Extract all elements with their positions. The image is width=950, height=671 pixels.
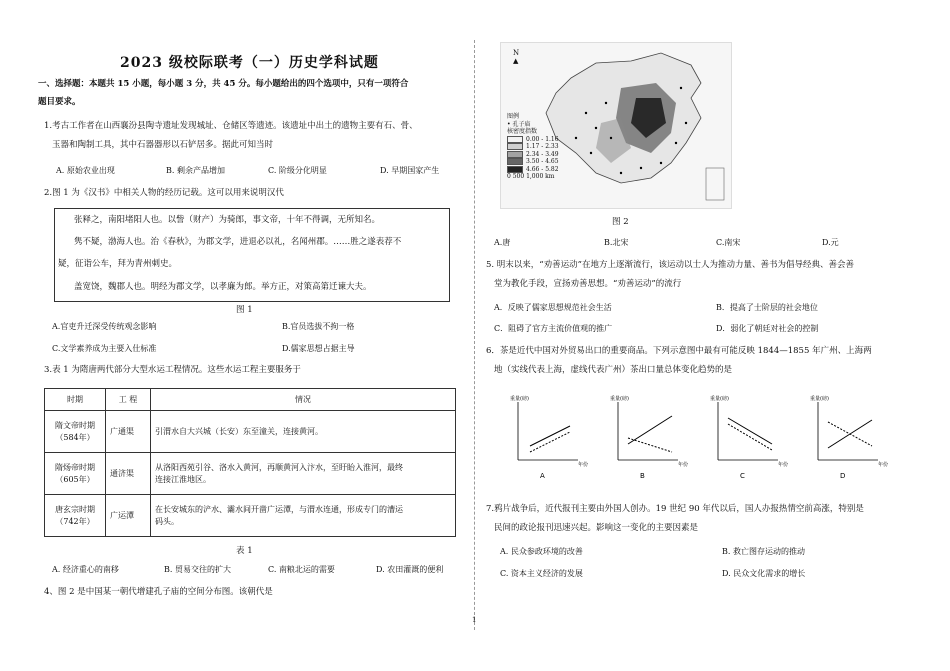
confucius-temple-map xyxy=(500,42,732,209)
section-heading-line2: 题目要求。 xyxy=(38,97,81,107)
year-text: （605年） xyxy=(55,474,95,484)
graph-letter: B xyxy=(640,472,645,480)
graph-b xyxy=(610,395,688,480)
q4-option-a[interactable]: A.唐 xyxy=(494,238,511,247)
graph-a xyxy=(510,395,588,480)
q5-option-c[interactable]: C．阻碍了官方主流价值观的推广 xyxy=(494,324,613,333)
table-cell-detail xyxy=(151,495,456,537)
q2-source-line1: 张释之，南阳堵阳人也。以訾（财产）为骑郎，事文帝，十年不得调，无所知名。 xyxy=(74,215,381,225)
exam-title: 2023 级校际联考（一）历史学科试题 xyxy=(120,55,379,71)
q4-option-d[interactable]: D.元 xyxy=(822,238,839,247)
q1-option-c[interactable]: C. 阶级分化明显 xyxy=(268,166,327,175)
graph-letter: A xyxy=(540,472,545,480)
period-text: 隋炀帝时期 xyxy=(55,462,95,472)
legend-item xyxy=(507,151,559,159)
legend-swatch xyxy=(507,151,523,158)
table1-caption: 表 1 xyxy=(236,546,253,556)
q3-option-d[interactable]: D. 农田灌溉的便利 xyxy=(376,565,444,574)
q7-option-d[interactable]: D. 民众文化需求的增长 xyxy=(722,569,806,578)
q2-option-d[interactable]: D.儒家思想占据主导 xyxy=(282,344,355,353)
q5-option-d[interactable]: D．弱化了朝廷对社会的控制 xyxy=(716,324,819,333)
north-label: N xyxy=(513,49,520,57)
map-legend xyxy=(507,113,559,181)
legend-swatch xyxy=(507,158,523,165)
period-text: 唐玄宗时期 xyxy=(55,504,95,514)
table-header-project: 工 程 xyxy=(106,389,151,411)
q1-option-b[interactable]: B. 剩余产品增加 xyxy=(166,166,225,175)
q5-stem-line2: 堂为教化手段，宣扬劝善思想。“劝善运动”的流行 xyxy=(494,279,682,289)
graph-ylabel: 重量(磅) xyxy=(810,396,829,402)
legend-item-label: 0.00 - 1.16 xyxy=(526,135,559,143)
table-header-detail: 情况 xyxy=(151,389,456,411)
detail-line: 连接江淮地区。 xyxy=(155,474,211,484)
table-row xyxy=(45,453,456,495)
table-cell-period xyxy=(45,495,106,537)
q7-option-c[interactable]: C. 资本主义经济的发展 xyxy=(500,569,583,578)
q3-stem: 3.表 1 为隋唐两代部分大型水运工程情况。这些水运工程主要服务于 xyxy=(44,365,301,375)
figure1-caption: 图 1 xyxy=(236,305,253,315)
q4-option-b[interactable]: B.北宋 xyxy=(604,238,629,247)
detail-line: 码头。 xyxy=(155,516,179,526)
q1-option-a[interactable]: A. 原始农业出现 xyxy=(56,166,115,175)
q4-option-c[interactable]: C.南宋 xyxy=(716,238,741,247)
detail-line: 从洛阳西苑引谷、洛水入黄河，再顺黄河入汴水，至盱眙入淮河，最终 xyxy=(155,462,403,472)
figure2-caption: 图 2 xyxy=(612,217,629,227)
table-cell-project: 通济渠 xyxy=(106,453,151,495)
q3-option-c[interactable]: C. 南粮北运的需要 xyxy=(268,565,335,574)
legend-item xyxy=(507,158,559,166)
q5-stem-line1: 5. 明末以来，“劝善运动”在地方上逐渐流行，该运动以士人为推动力量、善书为倡导经典、善会善 xyxy=(486,260,855,270)
table-cell-period xyxy=(45,411,106,453)
legend-item-label: 1.17 - 2.33 xyxy=(526,143,559,150)
q7-option-b[interactable]: B. 救亡图存运动的推动 xyxy=(722,547,805,556)
q6-stem-line1: 6．茶是近代中国对外贸易出口的重要商品。下列示意图中最有可能反映 1844—1855 年广州、上海两 xyxy=(486,346,872,356)
graph-xlabel: 年份 xyxy=(778,462,789,468)
graph-ylabel: 重量(磅) xyxy=(710,396,729,402)
table-row xyxy=(45,495,456,537)
graph-c xyxy=(710,395,788,480)
table-header-period: 时期 xyxy=(45,389,106,411)
graph-d xyxy=(810,395,888,480)
q2-stem: 2.图 1 为《汉书》中相关人物的经历记载。这可以用来说明汉代 xyxy=(44,188,284,198)
q1-stem-line2: 玉器和陶制工具，其中石器器形以石铲居多。据此可知当时 xyxy=(52,140,274,150)
legend-swatch xyxy=(507,166,523,173)
legend-dot-row: • 孔子庙 xyxy=(507,120,531,128)
q2-source-line4: 盖宽饶，魏郡人也。明经为郡文学，以孝廉为郎。举方正，对策高第迁谏大夫。 xyxy=(74,282,372,292)
table-cell-project: 广通渠 xyxy=(106,411,151,453)
north-arrow-icon: N ▲ xyxy=(513,49,520,65)
q2-option-c[interactable]: C.文学素养成为主要入仕标准 xyxy=(52,344,157,353)
detail-line: 在长安城东的浐水、灞水间开凿广运潭，与渭水连通，形成专门的漕运 xyxy=(155,504,403,514)
legend-dot-label: 孔子庙 xyxy=(512,120,531,128)
q7-option-a[interactable]: A. 民众参政环境的改善 xyxy=(500,547,583,556)
table-cell-detail xyxy=(151,453,456,495)
q2-source-line2: 隽不疑，渤海人也。治《春秋》，为郡文学，进退必以礼，名闻州郡。……胜之遂表荐不 xyxy=(74,237,402,247)
q7-stem-line1: 7.鸦片战争后，近代报刊主要由外国人创办。19 世纪 90 年代以后，国人办报热情空前高涨，特别是 xyxy=(486,504,864,514)
q2-option-b[interactable]: B.官员选拔不拘一格 xyxy=(282,322,355,331)
q6-stem-line2: 地（实线代表上海，虚线代表广州）茶出口量总体变化趋势的是 xyxy=(494,365,733,375)
year-text: （584年） xyxy=(55,432,95,442)
q3-option-b[interactable]: B. 贸易交往的扩大 xyxy=(164,565,231,574)
legend-item xyxy=(507,136,559,144)
q2-source-line3: 疑，征诣公车，拜为青州刺史。 xyxy=(58,259,178,269)
legend-item xyxy=(507,143,559,151)
graph-ylabel: 重量(磅) xyxy=(610,396,629,402)
legend-item-label: 4.66 - 5.82 xyxy=(526,165,559,173)
period-text: 隋文帝时期 xyxy=(55,420,95,430)
legend-item-label: 3.50 - 4.65 xyxy=(526,158,559,165)
graph-letter: C xyxy=(740,472,745,480)
scale-bar: 0 500 1,000 km xyxy=(507,173,555,180)
legend-item xyxy=(507,166,559,174)
q4-stem: 4、图 2 是中国某一朝代增建孔子庙的空间分布图。该朝代是 xyxy=(44,587,273,597)
graph-ylabel: 重量(磅) xyxy=(510,396,529,402)
table-header-row xyxy=(45,389,456,411)
legend-swatch xyxy=(507,143,523,150)
graph-xlabel: 年份 xyxy=(578,462,589,468)
table1 xyxy=(44,388,456,537)
legend-swatch xyxy=(507,136,523,143)
legend-item-label: 2.34 - 3.49 xyxy=(526,150,559,158)
graph-xlabel: 年份 xyxy=(878,462,889,468)
table-cell-period xyxy=(45,453,106,495)
q6-trend-graphs xyxy=(500,388,900,483)
table-cell-detail: 引渭水自大兴城（长安）东至潼关，连接黄河。 xyxy=(151,411,456,453)
table-cell-project: 广运潭 xyxy=(106,495,151,537)
table-row xyxy=(45,411,456,453)
section-heading-line1: 一、选择题：本题共 15 小题，每小题 3 分，共 45 分。每小题给出的四个选项中，只有一项符合 xyxy=(38,79,409,89)
page-number: 1 xyxy=(472,616,477,624)
q3-option-a[interactable]: A. 经济重心的南移 xyxy=(52,565,119,574)
q1-option-d[interactable]: D. 早期国家产生 xyxy=(380,166,440,175)
q5-option-a[interactable]: A．反映了儒家思想规范社会生活 xyxy=(494,303,612,312)
q1-stem-line1: 1.考古工作者在山西襄汾县陶寺遗址发现城址、仓储区等遗迹。该遗址中出土的遗物主要有石、骨、 xyxy=(44,121,418,131)
year-text: （742年） xyxy=(55,516,95,526)
q5-option-b[interactable]: B．提高了士阶层的社会地位 xyxy=(716,303,818,312)
graph-xlabel: 年份 xyxy=(678,462,689,468)
column-divider xyxy=(474,40,475,630)
q7-stem-line2: 民间的政论报刊迅速兴起。影响这一变化的主要因素是 xyxy=(494,523,699,533)
q2-option-a[interactable]: A.官吏升迁深受传统观念影响 xyxy=(52,322,157,331)
legend-title: 图例 xyxy=(507,113,520,120)
graph-letter: D xyxy=(840,472,846,480)
legend-subtitle: 核密度指数 xyxy=(507,128,538,135)
